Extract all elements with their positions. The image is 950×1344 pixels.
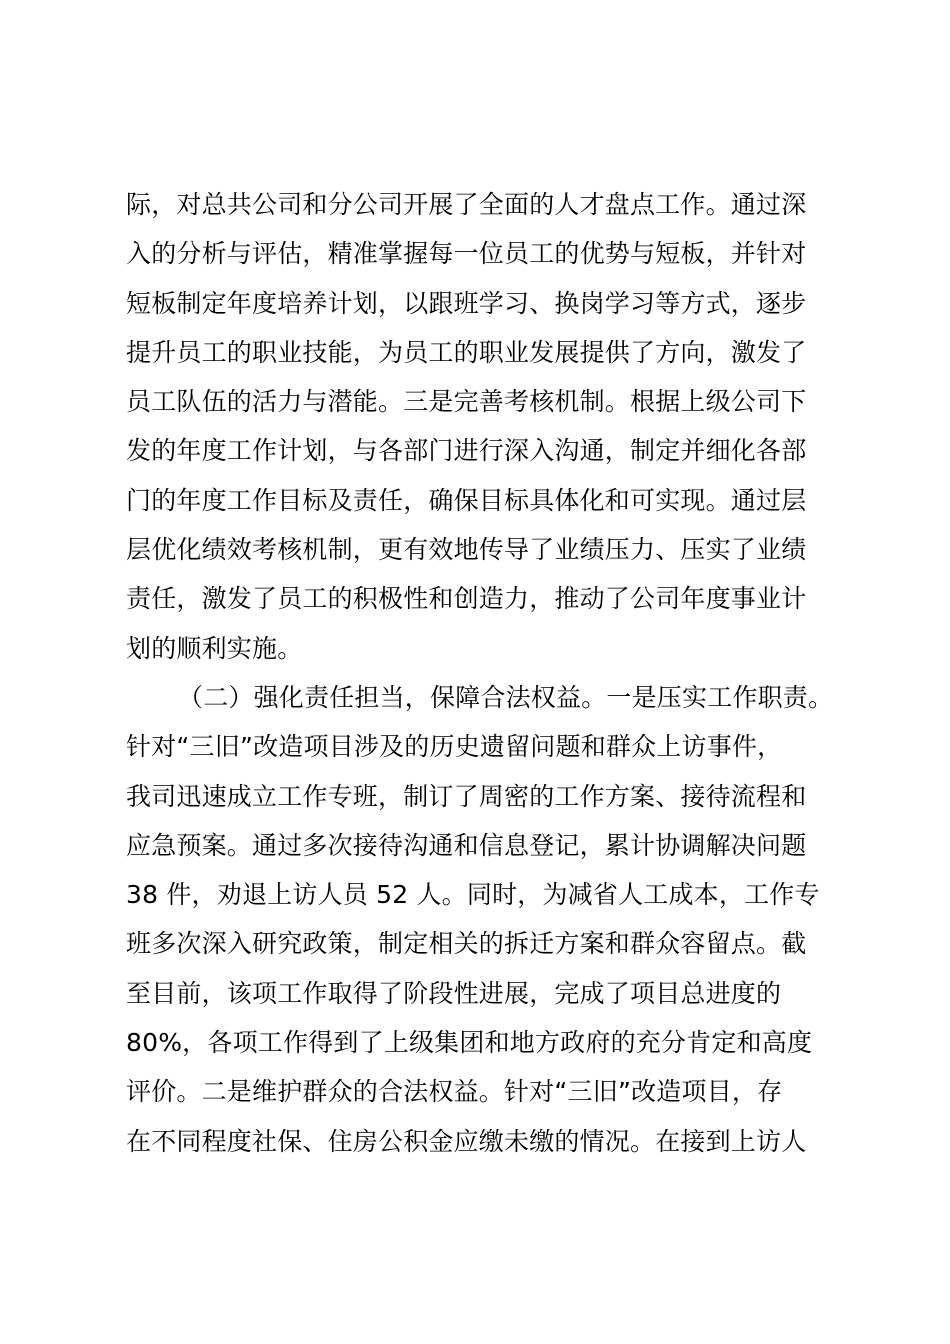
text-line: 员工队伍的活力与潜能。三是完善考核机制。根据上级公司下 xyxy=(126,387,807,417)
text-line: 评价。二是维护群众的合法权益。针对“三旧”改造项目，存 xyxy=(126,1077,783,1107)
section-heading-line: （二）强化责任担当，保障合法权益。一是压实工作职责。 xyxy=(178,682,834,712)
text-line: 38 件，劝退上访人员 52 人。同时，为减省人工成本，工作专 xyxy=(126,880,820,910)
text-line: 至目前，该项工作取得了阶段性进展，完成了项目总进度的 xyxy=(126,978,782,1008)
text-line: 在不同程度社保、住房公积金应缴未缴的情况。在接到上访人 xyxy=(126,1126,807,1156)
text-line: 入的分析与评估，精准掌握每一位员工的优势与短板，并针对 xyxy=(126,239,807,269)
text-line: 际，对总共公司和分公司开展了全面的人才盘点工作。通过深 xyxy=(126,190,807,219)
text-line: 发的年度工作计划，与各部门进行深入沟通，制定并细化各部 xyxy=(126,436,807,466)
text-line: 划的顺利实施。 xyxy=(126,633,303,663)
text-line: 我司迅速成立工作专班，制订了周密的工作方案、接待流程和 xyxy=(126,781,807,811)
paragraph-section-two xyxy=(126,673,836,1166)
text-line: 应急预案。通过多次接待沟通和信息登记，累计协调解决问题 xyxy=(126,830,807,860)
text-line: 责任，激发了员工的积极性和创造力，推动了公司年度事业计 xyxy=(126,584,807,614)
text-line: 班多次深入研究政策，制定相关的拆迁方案和群众容留点。截 xyxy=(126,929,807,959)
text-line: 提升员工的职业技能，为员工的职业发展提供了方向，激发了 xyxy=(126,337,807,367)
text-line: 层优化绩效考核机制，更有效地传导了业绩压力、压实了业绩 xyxy=(126,535,807,565)
text-line: 门的年度工作目标及责任，确保目标具体化和可实现。通过层 xyxy=(126,485,807,515)
text-line: 短板制定年度培养计划，以跟班学习、换岗学习等方式，逐步 xyxy=(126,288,807,318)
document-page xyxy=(126,180,836,1166)
text-line: 80%，各项工作得到了上级集团和地方政府的充分肯定和高度 xyxy=(126,1028,813,1058)
text-line: 针对“三旧”改造项目涉及的历史遗留问题和群众上访事件， xyxy=(126,732,783,762)
paragraph-continuation xyxy=(126,180,836,673)
